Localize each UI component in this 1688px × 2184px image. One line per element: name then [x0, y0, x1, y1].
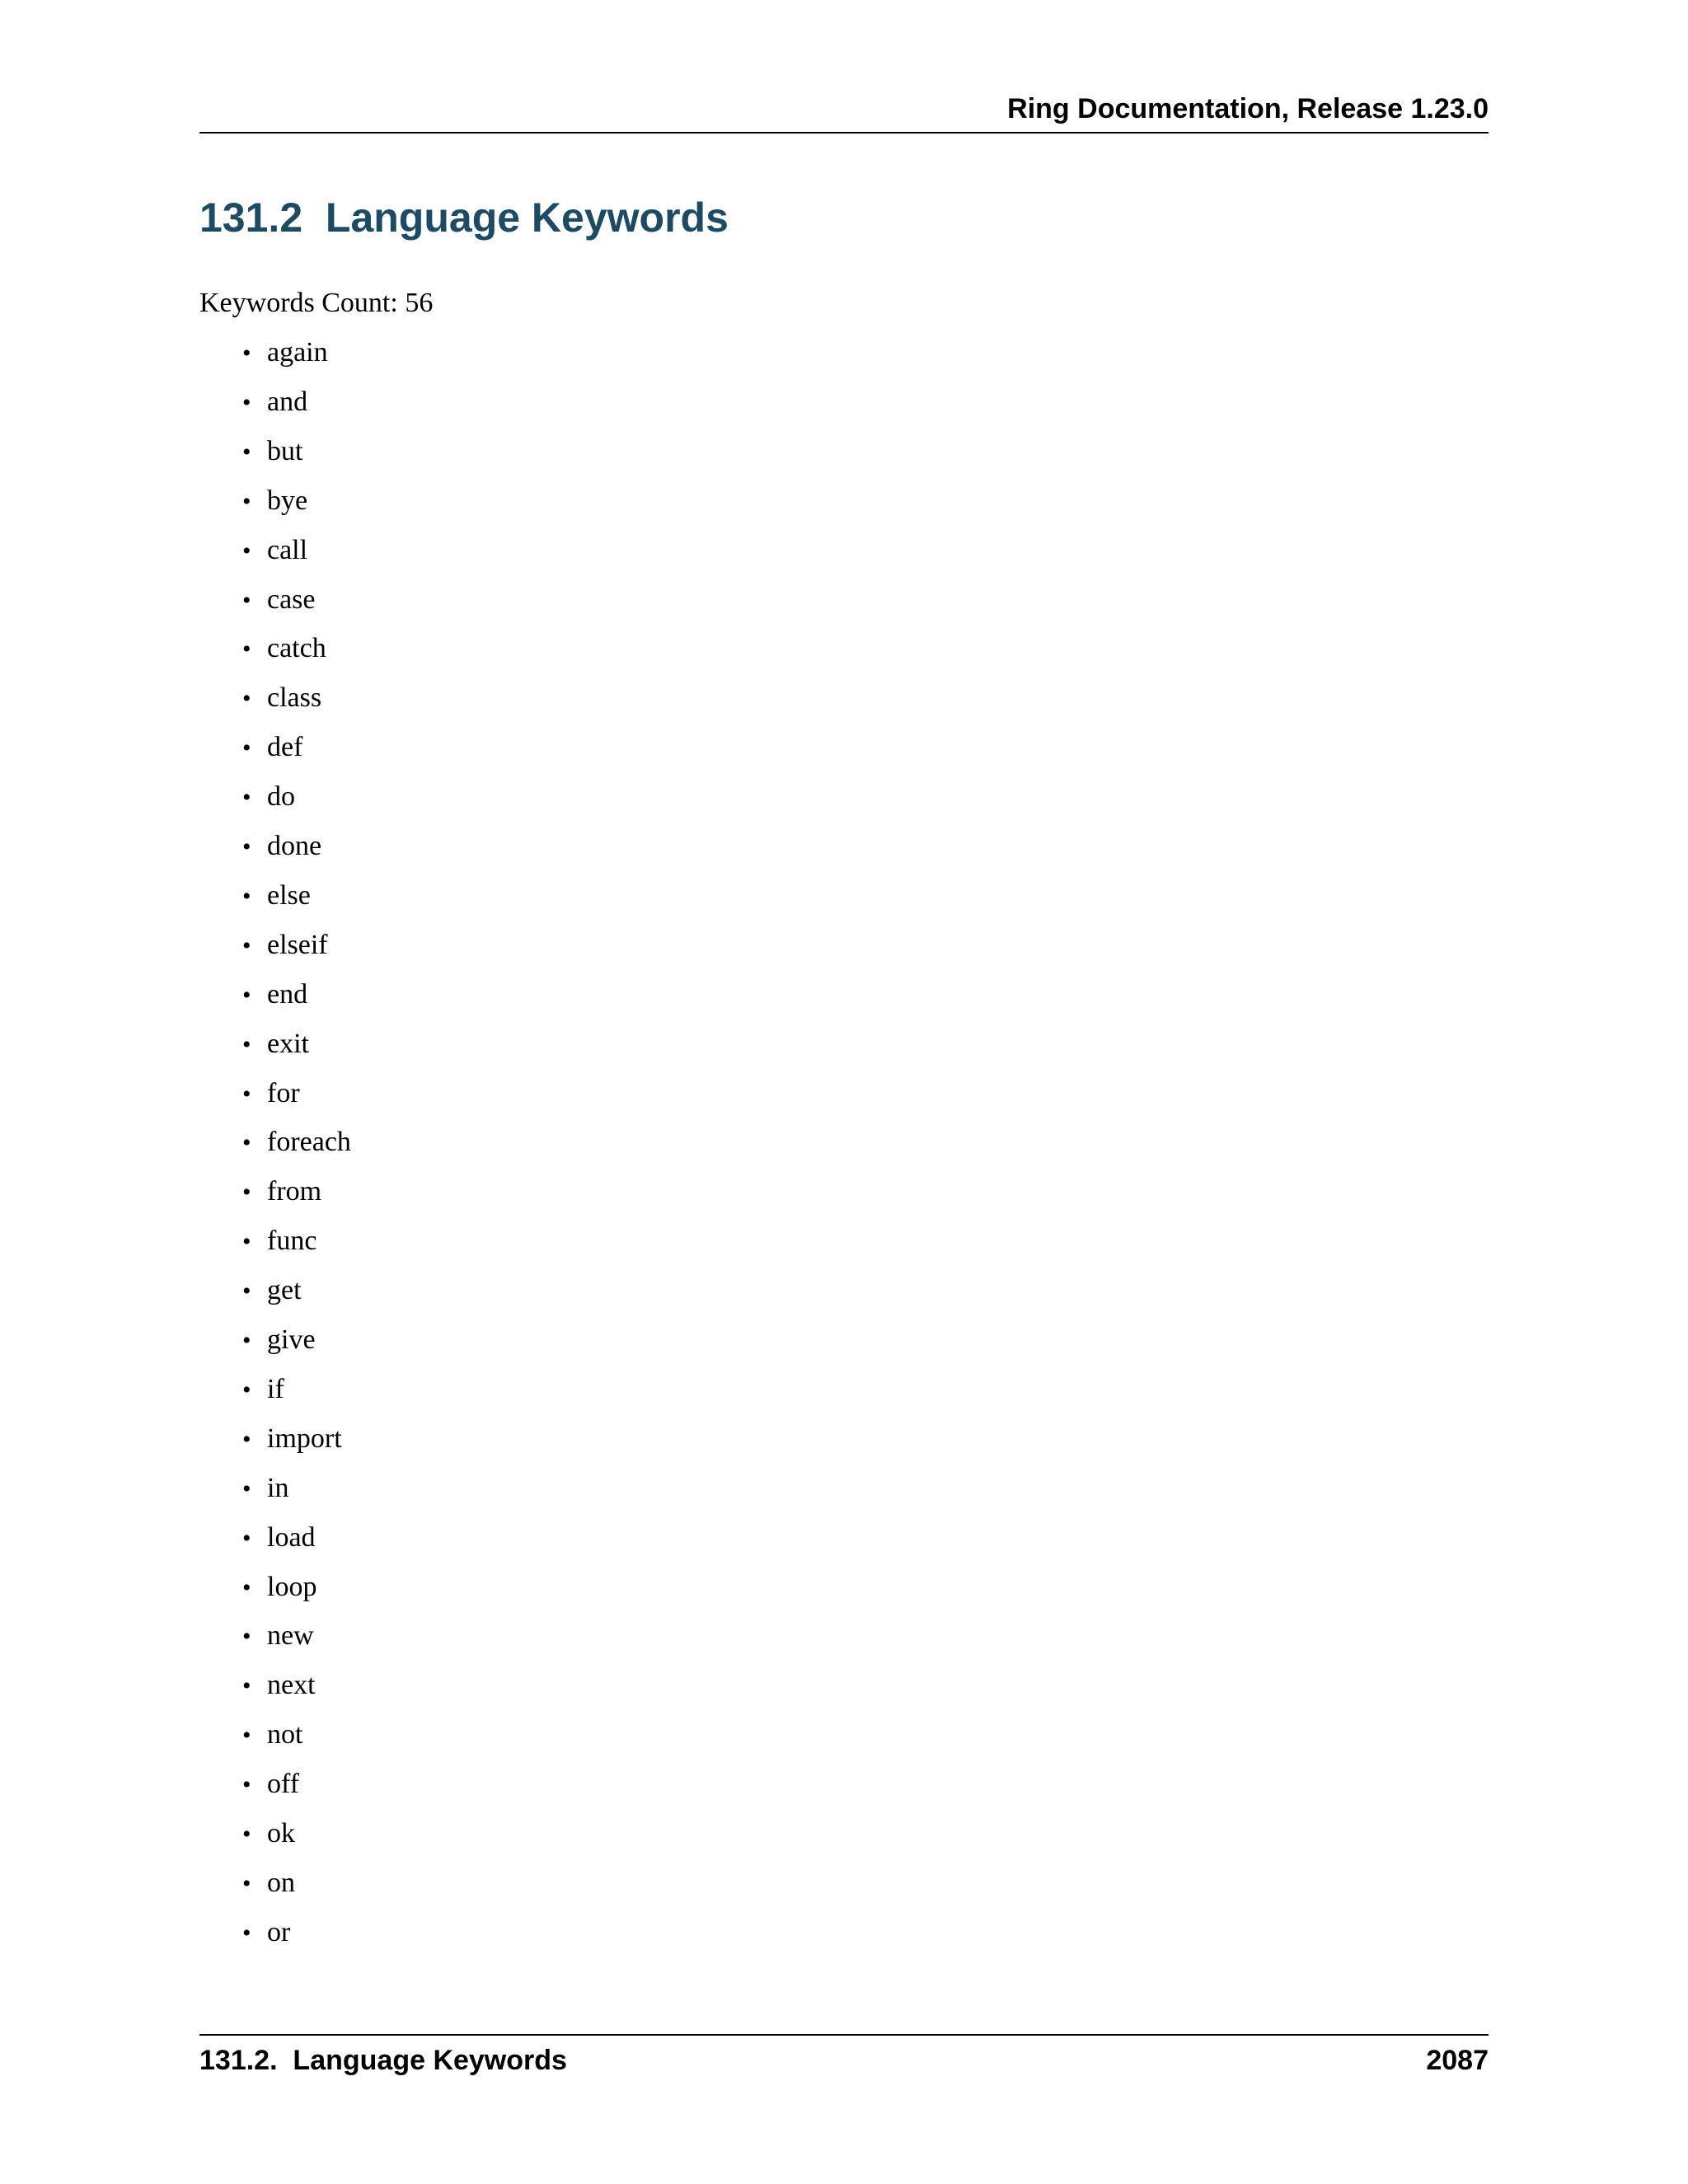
bullet-icon: • [242, 1771, 251, 1798]
keyword-label: give [267, 1324, 316, 1355]
list-item [242, 1274, 302, 1307]
list-item [242, 780, 295, 813]
list-item [242, 534, 307, 567]
keyword-label: in [267, 1473, 289, 1503]
keyword-label: done [267, 831, 322, 861]
list-item [242, 1126, 351, 1159]
page-header [199, 92, 1489, 134]
list-item [242, 1472, 288, 1505]
keyword-label: if [267, 1374, 284, 1404]
bullet-icon: • [242, 1574, 251, 1601]
keyword-label: func [267, 1226, 317, 1256]
keyword-label: case [267, 584, 316, 615]
running-title: Ring Documentation, Release 1.23.0 [1007, 93, 1489, 124]
list-item [242, 386, 307, 419]
keyword-label: get [267, 1275, 302, 1305]
list-item [242, 1175, 321, 1208]
bullet-icon: • [242, 537, 251, 565]
bullet-icon: • [242, 1821, 251, 1848]
bullet-icon: • [242, 1277, 251, 1305]
list-item [242, 1768, 299, 1801]
list-item [242, 583, 316, 616]
keyword-label: loop [267, 1572, 317, 1602]
keyword-label: load [267, 1522, 316, 1553]
footer-section-label: 131.2. Language Keywords [199, 2045, 567, 2076]
keyword-label: again [267, 337, 328, 368]
page-footer [199, 2034, 1489, 2085]
keyword-label: import [267, 1423, 342, 1454]
bullet-icon: • [242, 883, 251, 910]
list-item [242, 1817, 295, 1850]
list-item [242, 879, 311, 912]
keyword-label: off [267, 1769, 300, 1799]
keyword-label: next [267, 1670, 316, 1700]
list-item [242, 830, 321, 863]
keyword-label: end [267, 979, 308, 1010]
bullet-icon: • [242, 587, 251, 614]
list-item [242, 1916, 290, 1949]
bullet-icon: • [242, 488, 251, 515]
bullet-icon: • [242, 1870, 251, 1897]
keyword-label: new [267, 1620, 314, 1651]
bullet-icon: • [242, 1228, 251, 1255]
bullet-icon: • [242, 932, 251, 959]
keyword-label: call [267, 535, 308, 565]
keyword-label: but [267, 436, 303, 466]
keyword-label: catch [267, 633, 326, 663]
bullet-icon: • [242, 734, 251, 762]
bullet-icon: • [242, 1525, 251, 1552]
list-item [242, 1324, 316, 1357]
keyword-label: foreach [267, 1127, 351, 1157]
keyword-label: exit [267, 1029, 309, 1059]
list-item [242, 1669, 316, 1702]
bullet-icon: • [242, 438, 251, 466]
bullet-icon: • [242, 1376, 251, 1404]
bullet-icon: • [242, 1672, 251, 1699]
list-item [242, 682, 321, 715]
bullet-icon: • [242, 1722, 251, 1749]
bullet-icon: • [242, 389, 251, 416]
bullet-icon: • [242, 1080, 251, 1108]
page-number: 2087 [1426, 2045, 1489, 2076]
keyword-label: on [267, 1868, 295, 1898]
bullet-icon: • [242, 1475, 251, 1502]
bullet-icon: • [242, 784, 251, 811]
list-item [242, 336, 328, 369]
bullet-icon: • [242, 1129, 251, 1156]
keyword-label: elseif [267, 930, 328, 960]
list-item [242, 1718, 302, 1751]
bullet-icon: • [242, 635, 251, 663]
list-item [242, 731, 302, 764]
bullet-icon: • [242, 833, 251, 860]
list-item [242, 485, 307, 518]
keyword-label: do [267, 781, 295, 812]
keyword-label: else [267, 880, 311, 911]
list-item [242, 632, 326, 665]
list-item [242, 1373, 284, 1406]
keyword-label: not [267, 1719, 303, 1750]
keyword-label: bye [267, 485, 308, 516]
bullet-icon: • [242, 1623, 251, 1650]
list-item [242, 1867, 295, 1900]
list-item [242, 1521, 316, 1554]
bullet-icon: • [242, 1327, 251, 1354]
bullet-icon: • [242, 340, 251, 367]
bullet-icon: • [242, 1919, 251, 1947]
list-item [242, 1422, 342, 1455]
bullet-icon: • [242, 1179, 251, 1206]
keyword-label: ok [267, 1818, 295, 1849]
bullet-icon: • [242, 1426, 251, 1453]
list-item [242, 929, 328, 962]
list-item [242, 1077, 300, 1110]
list-item [242, 978, 307, 1011]
keyword-label: def [267, 732, 303, 762]
keywords-count-text: Keywords Count: 56 [199, 288, 434, 318]
keyword-label: and [267, 387, 308, 417]
bullet-icon: • [242, 685, 251, 712]
list-item [242, 435, 302, 468]
list-item [242, 1225, 316, 1258]
keyword-label: or [267, 1917, 291, 1947]
bullet-icon: • [242, 982, 251, 1009]
list-item [242, 1028, 309, 1061]
list-item [242, 1571, 316, 1604]
bullet-icon: • [242, 1031, 251, 1058]
list-item [242, 1619, 314, 1652]
keyword-label: from [267, 1176, 322, 1207]
keyword-label: class [267, 682, 322, 713]
section-heading: 131.2 Language Keywords [199, 194, 729, 241]
keyword-label: for [267, 1078, 300, 1108]
